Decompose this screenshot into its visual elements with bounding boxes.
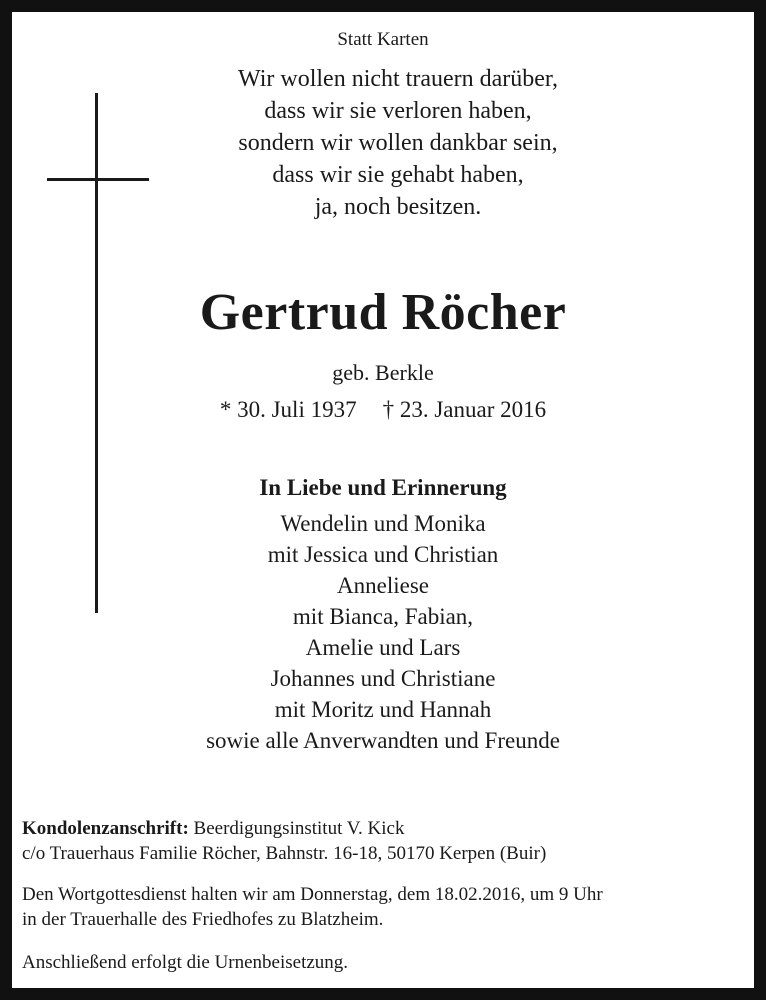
mourner-line: sowie alle Anverwandten und Freunde xyxy=(206,728,560,753)
condolence-line xyxy=(22,816,742,841)
poem-line: ja, noch besitzen. xyxy=(314,194,482,220)
life-dates xyxy=(0,397,766,423)
deceased-name xyxy=(0,283,766,342)
poem-line: sondern wir wollen dankbar sein, xyxy=(238,130,558,156)
mourner-line: mit Bianca, Fabian, xyxy=(292,604,474,629)
mourner-line: Anneliese xyxy=(337,573,429,598)
condolence-address xyxy=(22,816,742,866)
condolence-label: Kondolenzanschrift: xyxy=(22,818,189,839)
birth-date: * 30. Juli 1937 xyxy=(219,397,357,422)
maiden-name: geb. Berkle xyxy=(332,360,434,385)
mourner-line: Johannes und Christiane xyxy=(270,666,496,691)
burial-info: Anschließend erfolgt die Urnenbeisetzung. xyxy=(22,952,349,973)
death-date: † 23. Januar 2016 xyxy=(382,397,547,422)
condolence-institute: Beerdigungsinstitut V. Kick xyxy=(193,818,405,839)
mourner-line: Wendelin und Monika xyxy=(280,511,486,536)
service-info xyxy=(22,882,742,932)
service-line: Den Wortgottesdienst halten wir am Donnerstag, dem 18.02.2016, um 9 Uhr xyxy=(22,884,603,905)
poem-line: dass wir sie verloren haben, xyxy=(264,98,532,124)
mourners-list xyxy=(0,508,766,756)
condolence-street: c/o Trauerhaus Familie Röcher, Bahnstr. 16-18, 50170 Kerpen (Buir) xyxy=(22,843,547,864)
poem xyxy=(0,63,766,223)
mourner-line: mit Moritz und Hannah xyxy=(274,697,492,722)
mourners-title: In Liebe und Erinnerung xyxy=(259,475,507,500)
mourner-line: mit Jessica und Christian xyxy=(267,542,499,567)
deceased-name-text: Gertrud Röcher xyxy=(199,284,567,341)
mourner-line: Amelie und Lars xyxy=(305,635,461,660)
poem-line: Wir wollen nicht trauern darüber, xyxy=(238,66,558,92)
service-line: in der Trauerhalle des Friedhofes zu Blatzheim. xyxy=(22,909,384,930)
poem-line: dass wir sie gehabt haben, xyxy=(272,162,524,188)
header-text: Statt Karten xyxy=(337,29,429,50)
